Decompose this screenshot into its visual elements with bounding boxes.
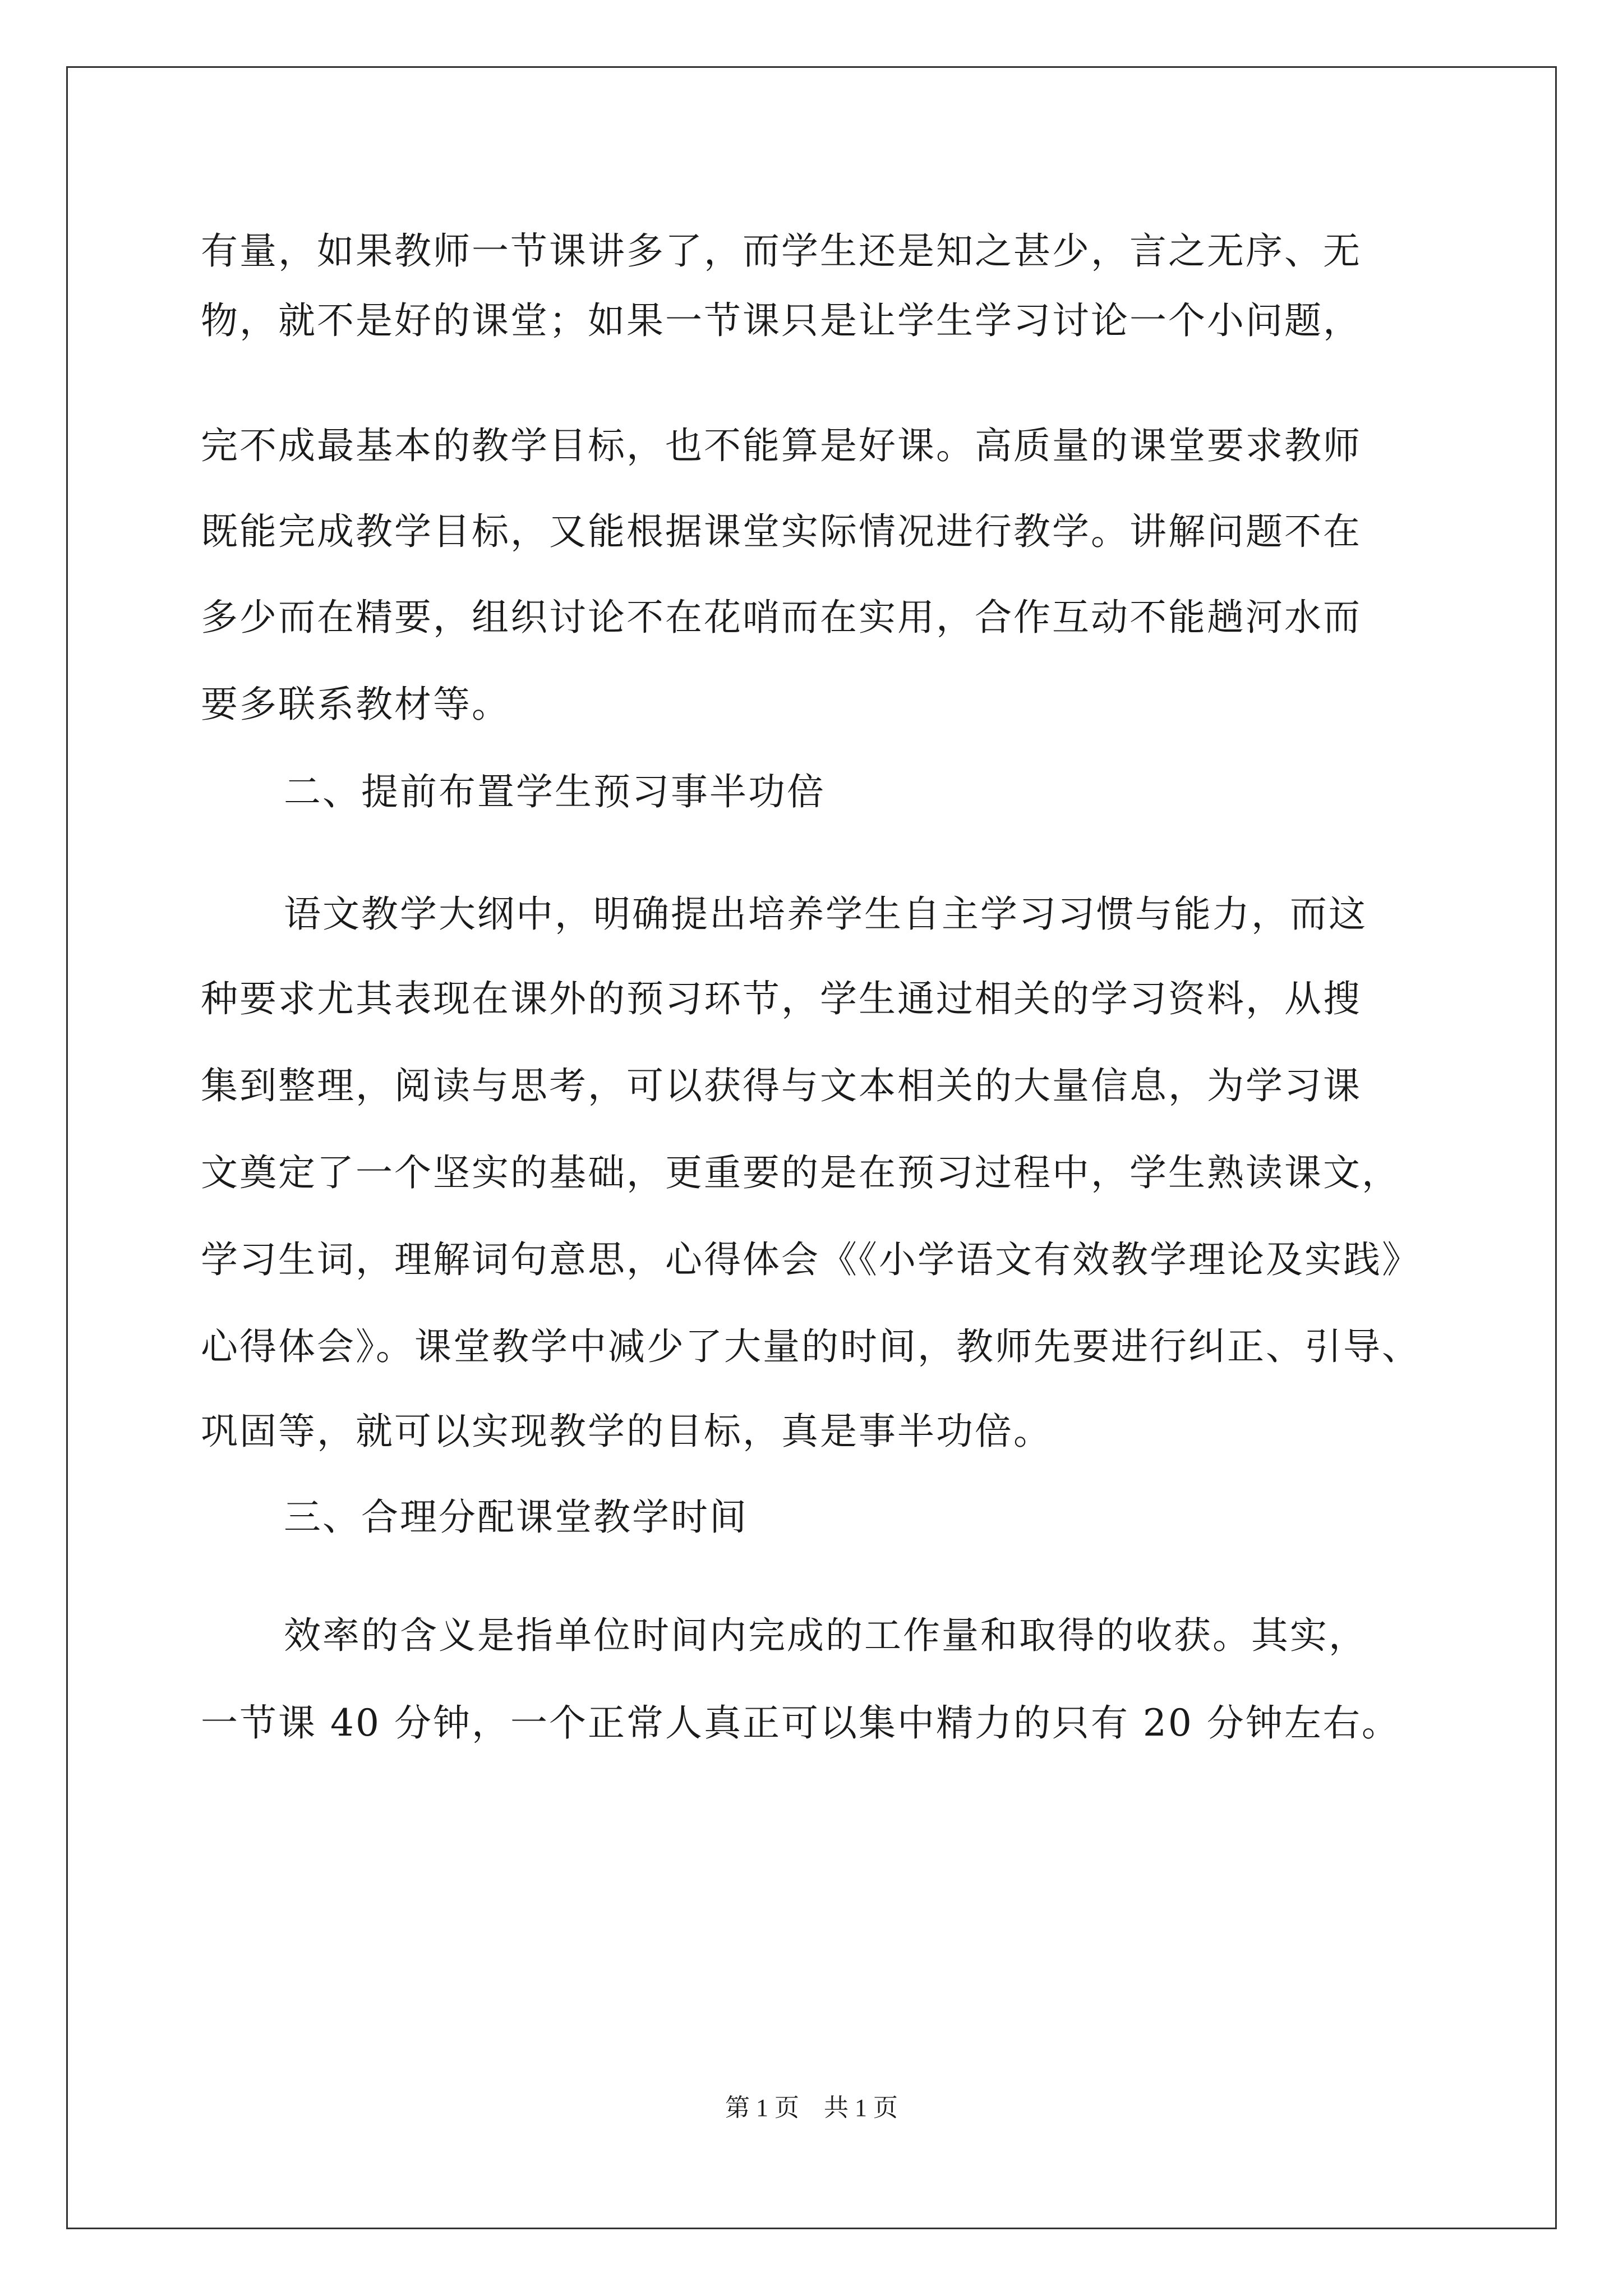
paragraph-line: 巩固等，就可以实现教学的目标，真是事半功倍。 xyxy=(201,1410,1052,1453)
paragraph-line: 有量，如果教师一节课讲多了，而学生还是知之甚少，言之无序、无 xyxy=(201,229,1362,273)
paragraph-line: 完不成最基本的教学目标，也不能算是好课。高质量的课堂要求教师 xyxy=(201,424,1362,467)
paragraph-line: 心得体会》。课堂教学中减少了大量的时间，教师先要进行纠正、引导、 xyxy=(201,1325,1421,1368)
paragraph-line: 一节课 40 分钟，一个正常人真正可以集中精力的只有 20 分钟左右。 xyxy=(201,1701,1400,1745)
section-heading: 二、提前布置学生预习事半功倍 xyxy=(284,770,826,813)
page-border xyxy=(66,66,1557,2229)
paragraph-line: 物，就不是好的课堂；如果一节课只是让学生学习讨论一个小问题， xyxy=(201,299,1362,342)
section-heading: 三、合理分配课堂教学时间 xyxy=(284,1496,748,1539)
paragraph-line: 集到整理，阅读与思考，可以获得与文本相关的大量信息，为学习课 xyxy=(201,1064,1362,1107)
paragraph-line: 既能完成教学目标，又能根据课堂实际情况进行教学。讲解问题不在 xyxy=(201,510,1362,553)
paragraph-line: 文奠定了一个坚实的基础，更重要的是在预习过程中，学生熟读课文， xyxy=(201,1151,1400,1194)
paragraph-line: 种要求尤其表现在课外的预习环节，学生通过相关的学习资料，从搜 xyxy=(201,977,1362,1020)
paragraph-line: 多少而在精要，组织讨论不在花哨而在实用，合作互动不能趟河水而 xyxy=(201,596,1362,639)
page-footer: 第 1 页 共 1 页 xyxy=(725,2094,898,2122)
paragraph-line: 要多联系教材等。 xyxy=(201,683,510,726)
paragraph-line: 效率的含义是指单位时间内完成的工作量和取得的收获。其实， xyxy=(284,1614,1367,1657)
paragraph-line: 学习生词，理解词句意思，心得体会《《小学语文有效教学理论及实践》 xyxy=(201,1238,1421,1281)
paragraph-line: 语文教学大纲中，明确提出培养学生自主学习习惯与能力，而这 xyxy=(284,892,1367,936)
